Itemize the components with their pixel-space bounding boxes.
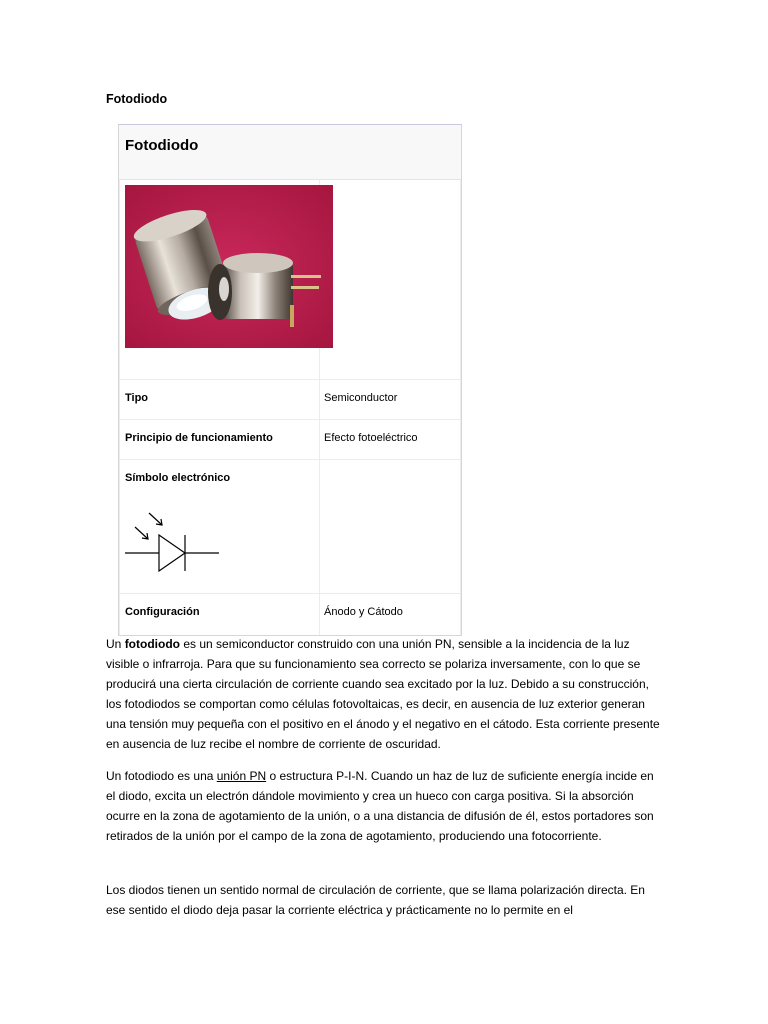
infobox-title: Fotodiodo	[125, 137, 199, 154]
infobox-label: Principio de funcionamiento	[125, 432, 273, 444]
photodiode-symbol-icon	[123, 511, 223, 577]
infobox-label: Configuración	[125, 606, 200, 618]
paragraph-text: es un semiconductor construido con una unión PN, sensible a la incidencia de la luz visible o infrarroja. Para que su funcionamiento sea correcto se polariza inversamente, con lo que se producirá una cierta circulación de corriente cuando sea excitado por la luz. Debido a su construcción, los fotodiodos se comportan como células fotovoltaicas, es decir, en ausencia de luz exterior generan una tensión muy pequeña con el positivo en el ánodo y el negativo en el cátodo. Esta corriente presente en ausencia de luz recibe el nombre de corriente de oscuridad.	[106, 637, 660, 751]
infobox-label: Tipo	[125, 392, 149, 404]
infobox-header	[119, 125, 461, 180]
photodiode-photo	[125, 185, 333, 348]
infobox	[118, 124, 462, 636]
infobox-row-simbolo	[119, 459, 461, 500]
paragraph-text: o estructura P-I-N. Cuando un haz de luz de suficiente energía incide en el diodo, excita un electrón dándole movimiento y crea un hueco con carga positiva. Si la absorción ocurre en la zona de agotamiento de la unión, o a una distancia de difusión de él, estos portadores son retirados de la unión por el campo de la zona de agotamiento, produciendo una fotocorriente.	[106, 769, 654, 843]
infobox-value: Ánodo y Cátodo	[324, 606, 403, 618]
infobox-row-tipo	[119, 379, 461, 420]
paragraph-intro	[106, 634, 666, 754]
infobox-value: Efecto fotoeléctrico	[324, 432, 418, 444]
paragraph-polarization: Los diodos tienen un sentido normal de circulación de corriente, que se llama polarización directa. En ese sentido el diodo deja pasar la corriente eléctrica y prácticamente no lo permite en el	[106, 883, 645, 917]
page-title: Fotodiodo	[106, 92, 168, 106]
paragraph-text: Un	[106, 637, 125, 651]
infobox-row-configuracion	[119, 593, 461, 634]
paragraph-structure	[106, 766, 666, 846]
infobox-label: Símbolo electrónico	[125, 472, 231, 484]
infobox-row-principio	[119, 419, 461, 460]
term-fotodiodo: fotodiodo	[124, 637, 180, 651]
photodiode-photo-illustration	[125, 185, 333, 348]
infobox-value: Semiconductor	[324, 392, 398, 404]
paragraph-text: Un fotodiodo es una	[106, 769, 217, 783]
link-union-pn[interactable]: unión PN	[216, 769, 267, 783]
